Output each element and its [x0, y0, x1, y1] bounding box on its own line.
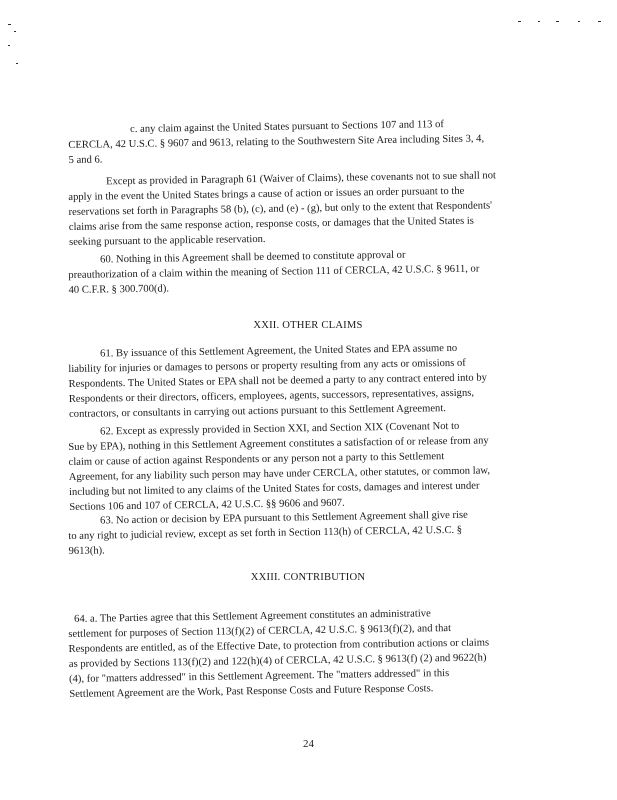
- scan-speck: [556, 21, 559, 22]
- text-line: 60. Nothing in this Agreement shall be deemed to constitute approval or: [100, 249, 406, 266]
- scan-speck: [578, 21, 580, 22]
- clause-c: [68, 115, 549, 168]
- scan-speck: [16, 63, 18, 64]
- text-line: 62. Except as expressly provided in Section XXI, and Section XIX (Covenant Not to: [100, 420, 460, 438]
- text-line: 61. By issuance of this Settlement Agreement, the United States and EPA assume no: [100, 342, 458, 360]
- paragraph-62: [68, 417, 549, 515]
- text-line: 5 and 6.: [68, 154, 103, 166]
- text-line: as provided by Sections 113(f)(2) and 122(h)(4) of CERCLA, 42 U.S.C. § 9613(f) (2) and 9622(h): [68, 652, 487, 670]
- text-line: CERCLA, 42 U.S.C. § 9607 and 9613, relating to the Southwestern Site Area including Sites 3, 4,: [68, 133, 485, 151]
- scan-speck: [538, 21, 540, 22]
- text-line: claim or cause of action against Respondents or any person not a party to this Settlement: [68, 451, 445, 468]
- paragraph-64: [68, 604, 549, 702]
- scan-speck: [518, 21, 521, 22]
- text-line: 63. No action or decision by EPA pursuant to this Settlement Agreement shall give rise: [100, 509, 468, 527]
- text-line: 9613(h).: [68, 545, 105, 557]
- paragraph-61: [68, 339, 549, 422]
- text-line: preauthorization of a claim within the meaning of Section 111 of CERCLA, 42 U.S.C. § 9611, or: [68, 263, 480, 281]
- paragraph-63: [68, 506, 549, 559]
- scan-speck: [598, 21, 601, 22]
- section-heading: XXII. OTHER CLAIMS: [253, 320, 363, 331]
- text-line: Except as provided in Paragraph 61 (Waiver of Claims), these covenants not to sue shall not: [106, 170, 496, 188]
- scan-speck: [8, 45, 10, 46]
- section-heading: XXIII. CONTRIBUTION: [250, 572, 366, 583]
- page-number: 24: [303, 738, 314, 750]
- text-line: Agreement, for any liability such person may have under CERCLA, other statutes, or common law,: [68, 465, 491, 483]
- text-line: Settlement Agreement are the Work, Past Response Costs and Future Response Costs.: [69, 683, 434, 700]
- text-line: 64. a. The Parties agree that this Settlement Agreement constitutes an administrative: [74, 608, 431, 625]
- text-line: Sections 106 and 107 of CERCLA, 42 U.S.C. §§ 9606 and 9607.: [69, 497, 345, 513]
- paragraph-except: [68, 167, 549, 250]
- text-line: 40 C.F.R. § 300.700(d).: [68, 283, 170, 296]
- text-line: reservations set forth in Paragraphs 58 (b), (c), and (e) - (g), but only to the extent that Respondents': [68, 200, 493, 218]
- text-line: to any right to judicial review, except as set forth in Section 113(h) of CERCLA, 42 U.S.C. §: [68, 524, 463, 542]
- paragraph-60: [68, 245, 549, 298]
- text-line: liability for injuries or damages to persons or property resulting from any acts or omissions of: [68, 357, 466, 375]
- text-line: (4), for "matters addressed" in this Settlement Agreement. The "matters addressed" in this: [68, 668, 450, 685]
- text-line: Respondents. The United States or EPA shall not be deemed a party to any contract entered into by: [68, 372, 487, 390]
- text-line: Sue by EPA), nothing in this Settlement Agreement constitutes a satisfaction of or release from any: [68, 435, 489, 453]
- text-line: claims arise from the same response action, response costs, or damages that the United States is: [68, 215, 474, 233]
- text-line: settlement for purposes of Section 113(f)(2) of CERCLA, 42 U.S.C. § 9613(f)(2), and that: [68, 622, 452, 640]
- text-line: seeking pursuant to the applicable reservation.: [68, 233, 266, 248]
- text-line: Respondents or their directors, officers, employees, agents, successors, representatives, assigns,: [68, 387, 475, 405]
- text-line: Respondents are entitled, as of the Effective Date, to protection from contribution actions or claims: [68, 637, 490, 655]
- text-line: apply in the event the United States brings a cause of action or issues an order pursuant to the: [68, 185, 465, 203]
- scan-speck: [14, 31, 16, 32]
- text-line: including but not limited to any claims of the United States for costs, damages and interest under: [68, 480, 480, 498]
- text-line: c. any claim against the United States pursuant to Sections 107 and 113 of: [130, 119, 444, 136]
- scan-speck: [8, 24, 11, 25]
- text-line: contractors, or consultants in carrying out actions pursuant to this Settlement Agreement.: [68, 403, 446, 420]
